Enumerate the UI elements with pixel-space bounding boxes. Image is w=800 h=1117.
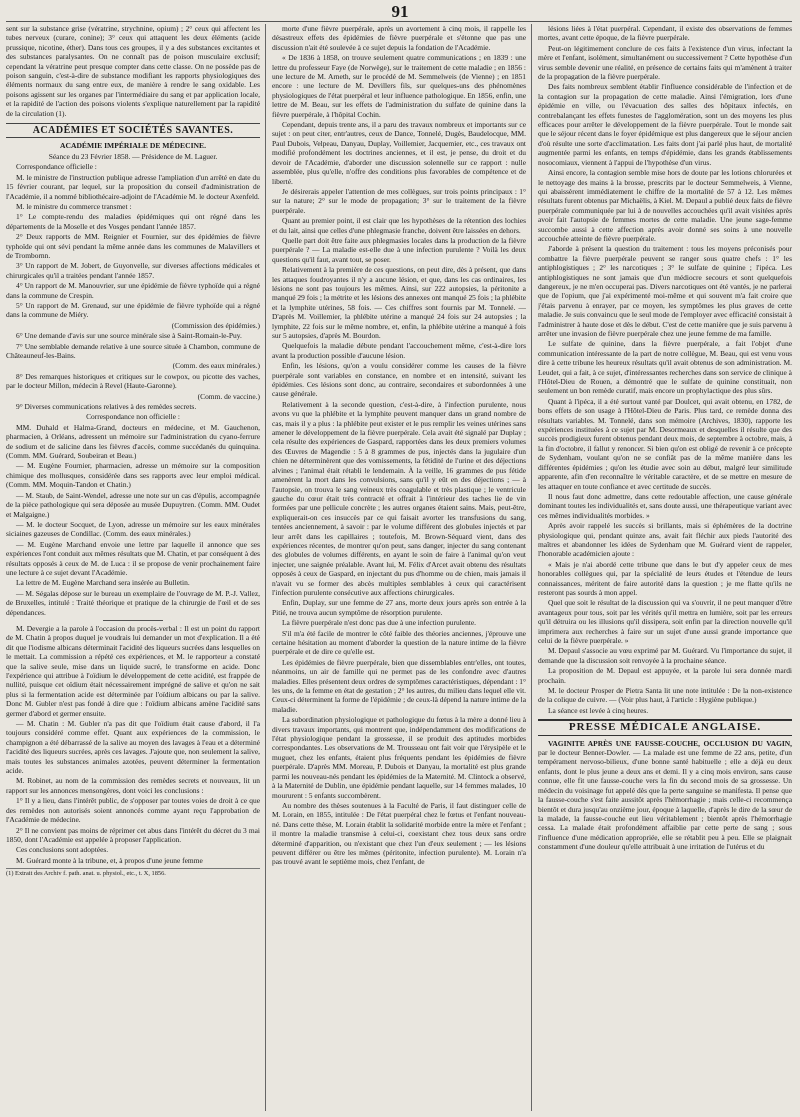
article-paragraph: Je désirerais appeler l'attention de mes collègues, sur trois points principaux : 1° sur la nature; 2° sur le mode de propagation; 3° sur le traitement de la fièvre puerpérale. [272, 186, 526, 215]
article-paragraph: Quant à l'ipéca, il a été surtout vanté par Doulcet, qui avait obtenu, en 1782, de bons effets de son usage à l'Hôtel-Dieu de Paris. Plus tard, ce remède donna des résultats variables. M. Tonnelé, dans son mémoire (Archives, 1830), rapporte les expériences instituées à ce sujet par M. Desormeaux et desquelles il résulte que des succès prodigieux furent obtenus pendant deux mois, de septembre à octobre, mais, à la fin d'octobre, il fallut y renoncer. Si bien qu'on est obligé de revenir à ce précepte de Sydenham, voulant qu'on ne se confiât pas de la même manière dans les différentes épidémies ; qu'on les étudie avec soin au début, malgré leur similitude apparente, afin d'en reconnaître le véritable caractère, et de se mettre en mesure de les attaquer en toute confiance et avec certitude de succès. [538, 396, 792, 491]
article-paragraph: Peut-on légitimement conclure de ces faits à l'existence d'un virus, infectant la mère et l'enfant, isolément, simultanément ou successivement ? Cette hypothèse d'un virus semble devenir une réalité, en présence de certains faits qui m'amènent à traiter de la propagation de la fièvre puerpérale. [538, 43, 792, 82]
correspondence-item: (Comm. des eaux minérales.) [172, 361, 260, 371]
correspondence-item: 9° Diverses communications relatives à des remèdes secrets. [16, 402, 197, 412]
discussion-paragraph: Ces conclusions sont adoptées. [16, 845, 109, 855]
article-paragraph: Au nombre des thèses soutenues à la Faculté de Paris, il faut distinguer celle de M. Lorain, en 1855, intitulée : De l'état puerpéral chez le fœtus et l'enfant nouveau-né. Dans cette thèse, M. Lorain établit la solidarité morbide entre la mère et l'enfant ; il montre la maladie transmise à celui-ci, coexistant chez tous deux sans ordre déterminé d'apparition, ou n'existant que chez l'un d'eux seulement ; — les lésions peuvent différer ou être les mêmes (péritonite, infection purulente). M. Lorain n'a pas trouvé avant le septième mois, chez l'enfant, de [272, 800, 526, 867]
correspondence-item: — M. Ségalas dépose sur le bureau un exemplaire de l'ouvrage de M. P.-J. Vallez, de Bruxelles, intitulé : Traité théorique et pratique de la chirurgie de l'œil et de ses dépendances. [6, 588, 260, 617]
correspondence-item: — M. le docteur Socquet, de Lyon, adresse un mémoire sur les eaux minérales siciaines gazeuses de Condillac. (Comm. des eaux minérales.) [6, 519, 260, 539]
article-paragraph: La séance est levée à cinq heures. [548, 705, 649, 715]
article-paragraph: J'aborde à présent la question du traitement : tous les moyens préconisés pour combattre la fièvre puerpérale peuvent se ranger sous quatre chefs : 1° les antiphlogistiques ; 2° les narcotiques ; 3° le sulfate de quinine ; l'ipéca. Les antiphlogistiques ne sont jamais que d'un médiocre secours et sont quelquefois dangereux, je ne m'en occuperai pas. Divers narcotiques ont été vantés, je ne parlerai que de l'opium, que j'ai expérimenté moi-même et qui souvent m'a fait croire que j'étais parvenu à enrayer, par ce moyen, les symptômes les plus graves de cette maladie. Je suis convaincu que le seul mode de l'employer avec efficacité consistait à l'administrer à haute dose et dès le début. C'est de cette manière que je suis parvenu à arrêter une invasion de fièvre puerpérale chez une jeune femme de ma famille. [538, 244, 792, 338]
separator [103, 620, 163, 621]
discussion-paragraph: 2° Il ne convient pas moins de réprimer cet abus dans l'intérêt du décret du 3 mai 1850, dont l'Académie est appelée à proposer l'application. [6, 825, 260, 844]
correspondence-nonofficial-list [6, 423, 260, 617]
discussion-paragraph: — M. Chatin : M. Gubler n'a pas dit que l'oïdium était cause d'abord, il l'a toujours considéré comme effet. Quant aux expériences de la commission, le champignon a été débarrassé de la salive au moyen des lavages à l'eau et a déterminé l'acidité des liqueurs sucrées, après ces lavages. J'ajoute que, non seulement la salive, mais toutes les substances animales azotées, peuvent déterminer la fermentation acide. [6, 719, 260, 776]
column-divider-2 [531, 24, 532, 1111]
article-paragraph: Quelle part doit être faite aux phlegmasies locales dans la production de la fièvre puerpérale ? — La maladie est-elle due à une infection purulente ? Voilà les deux questions qu'il faut, avant tout, se poser. [272, 235, 526, 264]
correspondence-item: — M. Eugène Marchand envoie une lettre par laquelle il annonce que ses expériences l'ont conduit aux mêmes résultats que M. Chatin, et par conséquent à des résultats opposés à ceux de M. de Luca : il se propose de venir prochainement faire une lecture à ce sujet devant l'Académie. [6, 539, 260, 577]
article-paragraph: « Mais je n'ai abordé cette tribune que dans le but d'y appeler ceux de mes honorables collègues qui, par la spécialité de leurs études et l'étendue de leurs connaissances, méritent de faire autorité dans la question ; je me flatte qu'ils ne resteront pas sourds à mon appel. [538, 559, 792, 597]
correspondence-item: — M. Staub, de Saint-Wendel, adresse une note sur un cas d'épulis, accompagnée de la pièce pathologique qui sera déposée au musée Dupuytren. (Comm. MM. Oudet et Malgaigne.) [6, 490, 260, 519]
article-paragraph: Quant au premier point, il est clair que les hypothèses de la rétention des lochies et du lait, ainsi que celles d'une phlegmasie franche, doivent être laissées en dehors. [272, 216, 526, 235]
correspondence-item: 8° Des remarques historiques et critiques sur le cowpox, ou picotte des vaches, par le docteur Millon, médecin à Revel (Haute-Garonne). [6, 371, 260, 391]
correspondence-item: 5° Un rapport de M. Grenaud, sur une épidémie de fièvre typhoïde qui a régné dans la commune de Miéry. [6, 300, 260, 320]
article-paragraph: Ainsi encore, la contagion semble mise hors de doute par les lotions chlorurées et le nettoyage des mains à la brosse, prescrits par le docteur Semmelweis, à Vienne, qui abaissèrent immédiatement le chiffre de la mortalité de 57 à 12. Les mêmes résultats furent obtenus par Michaëlis, à Kiel. M. Depaul a publié deux faits de fièvre puerpérale communiquée par lui à de nouvelles accouchées qu'il avait visitées après avoir fait l'autopsie de femmes mortes de cette maladie. Une jeune sage-femme succombe aussi à cette affection après avoir donné ses soins à une nouvelle accouchée atteinte de fièvre puerpérale. [538, 168, 792, 243]
footnote: (1) Extrait des Archiv f. path. anat. u. physiol., etc., t. X, 1856. [6, 868, 260, 878]
top-rule [6, 21, 792, 22]
correspondence-item: (Commission des épidémies.) [171, 320, 260, 330]
article-paragraph: Cependant, depuis trente ans, il a paru des travaux nombreux et importants sur ce sujet : on peut citer, entr'autres, ceux de Dance, Tonnelé, Dugès, Baudelocque, MM. Paul Dubois, Velpeau, Danyau, Duplay, Voillemier, Jacquemier, etc., ces travaux ont modifié profondément les doctrines anciennes, et il est, je pense, du droit et du devoir de l'Académie, d'aborder une discussion solennelle sur ce rapport : nulle assemblée, plus qu'elle, n'offre des conditions plus favorables de compétence et de liberté. [272, 120, 526, 186]
correspondence-item: La lettre de M. Eugène Marchand sera insérée au Bulletin. [16, 578, 190, 588]
article-paragraph: Après avoir rappelé les succès si brillants, mais si éphémères de la doctrine physiologique qui, pendant quinze ans, avait fait fléchir aux pieds l'autorité des maîtres et abandonner les idées de Sydenham que M. Guérard vient de rappeler, l'honorable académicien ajoute : [538, 521, 792, 559]
case-byline: par le docteur Benner-Dowler. [538, 748, 631, 758]
discussion-paragraph: M. Robinet, au nom de la commission des remèdes secrets et nouveaux, lit un rapport sur les annonces mensongères, dont voici les conclusions : [6, 776, 260, 795]
article-paragraph: La subordination physiologique et pathologique du fœtus à la mère a donné lieu à divers travaux importants, qui montrent que, indépendamment des modifications de l'état physiologique pendant la grossesse, il se produit des aptitudes morbides correspondantes. Les observations de M. Trousseau ont fait voir que l'érysipèle et le muguet, chez les enfants, étaient plus fréquents pendant les épidémies de fièvre puerpérale. D'après MM. Moreau, P. Dubois et Danyau, la mortalité est plus grande parmi les nouveau-nés pendant les épidémies de la Maternité. M. Clintock a observé, à la Maternité de Dublin, une épidémie pendant laquelle, sur 14 femmes malades, 10 moururent : 5 enfants succombèrent. [272, 715, 526, 800]
column-3 [538, 24, 792, 1113]
case-title: VAGINITE APRÈS UNE FAUSSE-COUCHE, OCCLUSION DU VAGIN, [548, 738, 792, 748]
article-paragraph: Quel que soit le résultat de la discussion qui va s'ouvrir, il ne peut manquer d'être avantageux pour tous, soit par les vérités qu'il mettra en lumière, soit par les erreurs qu'il détruira ou les illusions qu'il dissipera, soit enfin par la direction nouvelle qu'il imprimera aux recherches à faire sur un sujet d'une aussi grande importance que celui de la fièvre puerpérale. » [538, 598, 792, 645]
section-title-academies: ACADÉMIES ET SOCIÉTÉS SAVANTES. [6, 123, 260, 138]
column-3-paragraphs [538, 24, 792, 715]
discussion-paragraph: M. Devergie a la parole à l'occasion du procès-verbal : Il est un point du rapport de M. Chatin à propos duquel je voudrais lui demander un mot d'explication. Il a été dit que l'iodisme albicans déterminait l'acidité des liqueurs sucrées dans lesquelles on le mettait. La commission a répété ces expériences, et M. le rapporteur a constaté que la salive seule, mise dans un liquide sucré, le transforme en acide. Donc l'expérience qui attribue à l'oïdium le développement de cette acidité, est frappée de nullité, puisque cet oïdium était nécessairement imprégné de salive et qu'on ne sait plus si la fermentation acide est déterminée par l'oïdium albicans ou par la salive. Donc M. Gubler n'est pas fondé à dire que : l'oïdium albicans amène l'acidité sans germer d'abord et germer ensuite. [6, 623, 260, 718]
correspondence-official-title: Correspondance officielle : [16, 162, 97, 172]
article-paragraph: Le sulfate de quinine, dans la fièvre puerpérale, a fait l'objet d'une communication intéressante de la part de notre collègue, M. Beau, qui est venu vous dire à cette tribune les heureux résultats qu'il avait obtenus de son administration. M. Leudet, qui a fait, à ce sujet, d'intéressantes recherches dans son service de clinique à l'Hôtel-Dieu de Rouen, a démontré que le sulfate de quinine constituait, non seulement un bon remède curatif, mais encore un prophylactique des plus sûrs. [538, 339, 792, 396]
correspondence-nonofficial-title: Correspondance non officielle : [86, 412, 180, 422]
intro-paragraph: sent sur la substance grise (vératrine, strychnine, opium) ; 2° ceux qui affectent les tubes nerveux (curare, conine); 3° ceux qui attaquent les deux éléments (acide prussique, nicotine, éther). Dans tous ces groupes, il y a des substances excitantes et des substances paralysantes. On ne connaît pas de poison musculaire exclusif; cependant la vératrine peut presque compter dans cette classe. On ne possède pas de poison sanguin, c'est-à-dire de substance modifiant les rapports physiologiques des éléments normaux du sang entre eux, de manière à rendre le sang oxidable. Les poisons agissent sur les organes par l'intermédiaire du sang et par application locale, et la rapidité de l'action des poisons violents s'explique naturellement par la rapidité de la circulation (1). [6, 24, 260, 118]
academy-title: ACADÉMIE IMPÉRIALE DE MÉDECINE. [60, 141, 206, 151]
article-paragraph: Relativement à la seconde question, c'est-à-dire, à l'infection purulente, nous avons vu que la phlébite et la lymphite peuvent manquer dans un grand nombre de cas, mais il y a plus : la phlébite peut exister et le pus remplir les veines utérines sans amener le développement de la fièvre puerpérale. Cela avait été signalé par Duplay ; cela résulte des expériences de Gaspard, rapportées dans les deux premiers volumes des Œuvres de Magendie : 5 à 8 grammes de pus, injectés dans la jugulaire d'un chien ne déterminèrent que des vomissements, la fétidité de l'urine et des déjections alvines ; l'animal était rétabli le lendemain. À la veille, 16 grammes de pus fétide amenèrent la mort dans les convulsions, sans qu'il y eût en des déjections ; — à l'autopsie, on trouva le sang veineux très coagulable et très plastique ; le ventricule gauche du cœur était très contracté et offrait à l'intérieur des taches lie de vin formées par une pellicule concrète ; les autres organes étaient sains. Mais, peut-être, expliquerait-on ces insuccès par ce qui faisait avorter les transfusions du sang, tentées anciennement, à savoir : par le volume différent des globules injectés et par leur arrêt dans les capillaires ; toutefois, M. Brown-Séquard vient, dans des expériences récentes, de montrer qu'on peut, sans danger, injecter du sang contenant des globules de volumes différents, en ayant le soin de faire à l'animal qu'on veut injecter, une saignée préalable. Avant lui, M. Félix d'Arcet avait obtenu des résultats opposés à ceux de Gaspard, en injectant du pus d'homme ou de chien, mais jamais il n'avait vu se former des abcès multiples semblables à ceux qui caractérisent l'infection purulente consécutive aux affections chirurgicales. [272, 399, 526, 597]
correspondence-item: — M. Eugène Fournier, pharmacien, adresse un mémoire sur la composition chimique des mollusques, considérée dans ses rapports avec leur emploi médical. (Comm. MM. Moquin-Tandon et Chatin.) [6, 461, 260, 490]
correspondence-item: 6° Une demande d'avis sur une source minérale sise à Saint-Romain-le-Puy. [16, 331, 242, 341]
article-paragraph: Enfin, Duplay, sur une femme de 27 ans, morte deux jours après son entrée à la Pitié, ne trouva aucun symptôme de résorption purulente. [272, 598, 526, 617]
correspondence-item: (Comm. de vaccine.) [197, 391, 260, 401]
correspondence-official-list [6, 173, 260, 412]
discussion-paragraph: M. Guérard monte à la tribune, et, à propos d'une jeune femme [16, 855, 203, 865]
page-number: 91 [391, 2, 409, 21]
case-text: — La malade est une femme de 22 ans, petite, d'un tempérament nervoso-bilieux, d'une bonne santé habituelle ; elle a déjà eu deux enfants, dont le plus jeune a deux ans et demi. Il y a cinq mois environ, sans cause connue, elle fit une fausse-couche vers la fin du second mois de sa grossesse. Un médecin du voisinage fut appelé dès que la perte sanguine se manifesta. Il pense que la fausse-couche s'est faite aussitôt après l'hémorrhagie ; mais celle-ci recommença bientôt et dura jusqu'au onzième jour, époque à laquelle, d'après le dire de la sœur de la malade, la fausse-couche eut lieu véritablement ; bientôt après l'hémorrhagie cessa. La malade était profondément affaiblie par cette perte de sang ; sous l'influence d'une médication appropriée, elle se rétablit peu à peu. Elle se plaignait constamment d'une douleur qu'elle attribuait à une irritation de l'utérus et du [538, 748, 792, 852]
correspondence-item: MM. Duhald et Halma-Grand, docteurs en médecine, et M. Gauchenon, pharmacien, à Orléans, adressent un mémoire sur l'administration du cyano-ferrure de sodium et de salicine dans les fièvres d'accès, comme succédanés du quinquina. (Comm. MM. Guérard, Soubeiran et Beau.) [6, 422, 260, 461]
column-2 [272, 24, 526, 1113]
article-paragraph: morte d'une fièvre puerpérale, après un avortement à cinq mois, il rappelle les désastreux effets des épidémies de fièvre puerpérale et s'étonne que pas une discussion n'ait été soulevée à ce sujet depuis la fondation de l'Académie. [272, 24, 526, 52]
discussion-paragraphs [6, 624, 260, 865]
article-paragraph: Quelquefois la maladie débute pendant l'accouchement même, c'est-à-dire lors avant la production possible d'aucune lésion. [272, 341, 526, 360]
article-paragraph: Des faits nombreux semblent établir l'influence considérable de l'infection et de la contagion sur la propagation de cette maladie. Ainsi l'émigration, lors d'une épidémie en ville, ou l'évacuation des salles des hôpitaux infectés, en contrebalançant les effets funestes de l'agglomération, sont un des moyens les plus efficaces pour arrêter le développement de la fièvre puerpérale. Tout le monde sait que le séjour récent dans le foyer épidémique est plus dangereux que le séjour ancien d'où résulte une sorte d'acclimatation. Les faits dont j'ai parlé plus haut, de mortalité augmentée parmi les enfants, en temps d'épidémie, dans les grands établissements nosocomiaux, viennent à l'appui de l'hypothèse d'un virus. [538, 82, 792, 167]
correspondence-item: 3° Un rapport de M. Jobert, de Guyonvelle, sur diverses affections médicales et chirurgicales qu'il a traitées pendant l'année 1857. [6, 261, 260, 280]
correspondence-item: M. le ministre de l'instruction publique adresse l'ampliation d'un arrêté en date du 15 février courant, par lequel, sur la proposition du conseil d'administration de l'Académie, il a nommé bibliothécaire-adjoint de l'Académie M. le docteur Axenfeld. [6, 172, 260, 201]
article-paragraph: Enfin, les lésions, qu'on a voulu considérer comme les causes de la fièvre puerpérale sont variables en constance, en nombre et en intensité, suivant les épidémies. Ces lésions sont donc, au contraire, secondaires et subordonnées à une cause générale. [272, 361, 526, 399]
column-divider-1 [265, 24, 266, 1111]
article-paragraph: M. le docteur Prosper de Pietra Santa lit une note intitulée : De la non-existence de la colique de cuivre. — (Voir plus haut, à l'article : Hygiène publique.) [538, 686, 792, 705]
article-paragraph: « De 1836 à 1858, on trouve seulement quatre communications ; en 1839 : une lettre du professeur Faye (de Norwège), sur le traitement de cette maladie ; en 1856 : une lecture de M. Arneth, sur le procédé de M. Semmelweis (de Vienne) ; en 1851 encore : une lecture de M. Devillers fils, sur quelques-uns des phénomènes physiologiques de l'état puerpéral et leur influence pathologique. En 1856, enfin, une lettre de M. Beau, sur les effets de l'administration du sulfate de quinine dans la fièvre puerpérale, à l'hôpital Cochin. [272, 53, 526, 119]
section-title-presse: PRESSE MÉDICALE ANGLAISE. [538, 719, 792, 735]
session-line: Séance du 23 Février 1858. — Présidence de M. Laguer. [48, 151, 218, 161]
column-2-paragraphs [272, 24, 526, 867]
article-paragraph: Relativement à la première de ces questions, on peut dire, dès à présent, que dans les attaques foudroyantes il n'y a aucune lésion, et que, dans les cas ordinaires, les lésions ne sont pas toujours les mêmes. Ainsi, sur 222 autopsies, la péritonite a manqué 29 fois ; la métrite et les lésions des annexes ont manqué 25 fois ; la phlébite et la lymphite utérines, 58 fois. — Ces chiffres sont fournis par M. Tonnelé. — D'après M. Voillemier, la phlébite utérine a manqué 24 fois sur 24 autopsies ; la lymphite, 22 fois sur le même nombre, et, enfin, la phlébite utérine a manqué à fois sur 5 autopsies, d'après M. Bourdon. [272, 265, 526, 340]
article-paragraph: La proposition de M. Depaul est appuyée, et la parole lui sera donnée mardi prochain. [538, 666, 792, 685]
article-paragraph: S'il m'a été facile de montrer le côté faible des théories anciennes, j'éprouve une certaine hésitation au moment d'aborder la question de la nature intime de la fièvre puerpérale et de dire ce qu'elle est. [272, 628, 526, 657]
article-paragraph: Il nous faut donc admettre, dans cette redoutable affection, une cause générale dominant toutes les individualités et, sans doute aussi, une thérapeutique variant avec ces mêmes individualités morbides. » [538, 491, 792, 520]
column-1 [6, 24, 260, 1113]
article-paragraph: lésions liées à l'état puerpéral. Cependant, il existe des observations de femmes mortes, avant cette époque, de la fièvre puerpérale. [538, 24, 792, 43]
correspondence-item: 7° Une semblable demande relative à une source située à Chambon, commune de Châteauneuf-les-Bains. [6, 341, 260, 360]
correspondence-item: M. le ministre du commerce transmet : [16, 201, 132, 211]
article-paragraph: La fièvre puerpérale n'est donc pas due à une infection purulente. [282, 618, 477, 628]
discussion-paragraph: 1° Il y a lieu, dans l'intérêt public, de s'opposer par toutes voies de droit à ce que des remèdes non autorisés soient annoncés comme ayant reçu l'approbation de l'Académie de médecine. [6, 796, 260, 825]
correspondence-item: 2° Deux rapports de MM. Reignier et Fournier, sur des épidémies de fièvre typhoïde qui ont sévi pendant la même année dans les communes de Malavillers et de Trombornn. [6, 232, 260, 260]
correspondence-item: 4° Un rapport de M. Manouvrier, sur une épidémie de fièvre typhoïde qui a régné dans la commune de Crespin. [6, 281, 260, 300]
case-report-paragraph [538, 739, 792, 852]
correspondence-item: 1° Le compte-rendu des maladies épidémiques qui ont régné dans les départements de la Moselle et des Vosges pendant l'année 1857. [6, 212, 260, 231]
article-paragraph: M. Depaul s'associe au vœu exprimé par M. Guérard. Vu l'importance du sujet, il demande que la discussion soit renvoyée à la prochaine séance. [538, 646, 792, 665]
article-paragraph: Les épidémies de fièvre puerpérale, bien que dissemblables entr'elles, ont toutes, néanmoins, un air de famille qui ne permet pas de les confondre avec d'autres maladies. Elles présentent deux ordres de symptômes caractéristiques, dépendant : 1° les uns, de la femme en état de gestation ; 2° les autres, du milieu dans lequel elle vit. Ceux-ci déterminent la forme de l'épidémie ; de ceux-là dépend la nature intime de la maladie. [272, 657, 526, 714]
